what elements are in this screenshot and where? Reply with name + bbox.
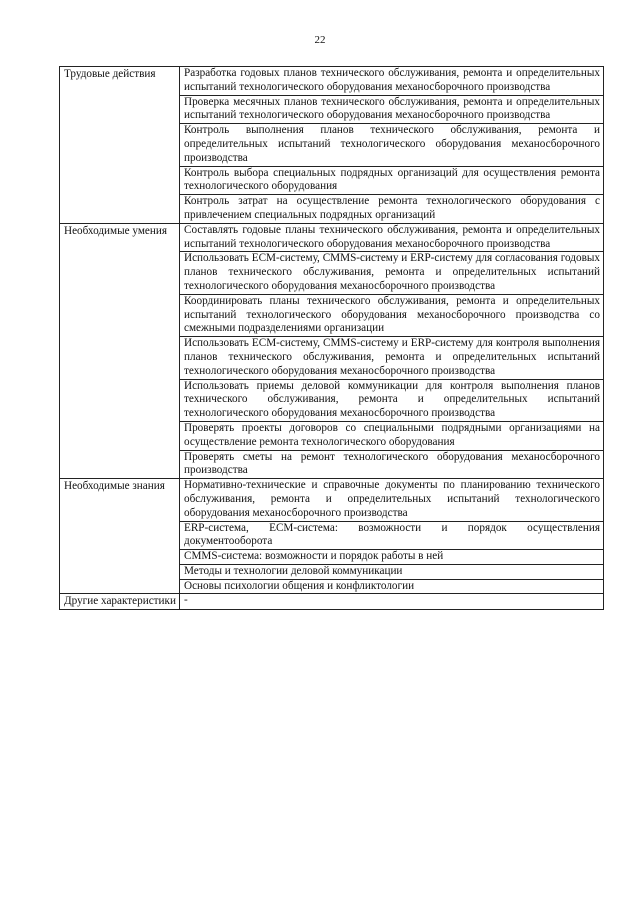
- table-cell: ERP-система, ECM-система: возможности и порядок осуществления документооборота: [180, 521, 604, 550]
- section-label-required-knowledge: Необходимые знания: [60, 479, 180, 594]
- table-row: [60, 223, 604, 252]
- table-cell: Проверять сметы на ремонт технологического оборудования механосборочного производства: [180, 450, 604, 479]
- table-cell: CMMS-система: возможности и порядок работы в ней: [180, 550, 604, 565]
- table-cell: Контроль выбора специальных подрядных организаций для осуществления ремонта технологического оборудования: [180, 166, 604, 195]
- table-cell: -: [180, 594, 604, 610]
- table-cell: Использовать ECM-систему, CMMS-систему и ERP-систему для согласования годовых планов технического обслуживания, ремонта и определительных испытаний технологического оборудования механосборочного производства: [180, 252, 604, 294]
- table-cell: Составлять годовые планы технического обслуживания, ремонта и определительных испытаний технологического оборудования механосборочного производства: [180, 223, 604, 252]
- table-row: [60, 67, 604, 96]
- table-cell: Использовать ECM-систему, CMMS-систему и ERP-систему для контроля выполнения планов технического обслуживания, ремонта и определительных испытаний технологического оборудования механосборочного производства: [180, 337, 604, 379]
- table-cell: Нормативно-технические и справочные документы по планированию технического обслуживания, ремонта и определительных испытаний технологического оборудования механосборочного производства: [180, 479, 604, 521]
- table-cell: Контроль затрат на осуществление ремонта технологического оборудования с привлечением специальных подрядных организаций: [180, 195, 604, 224]
- section-label-other-characteristics: Другие характеристики: [60, 594, 180, 610]
- table-cell: Координировать планы технического обслуживания, ремонта и определительных испытаний технологического оборудования механосборочного производства со смежными подразделениями организации: [180, 294, 604, 336]
- table-cell: Проверять проекты договоров со специальными подрядными организациями на осуществление ремонта технологического оборудования: [180, 421, 604, 450]
- table-cell: Основы психологии общения и конфликтологии: [180, 579, 604, 594]
- table-cell: Проверка месячных планов технического обслуживания, ремонта и определительных испытаний технологического оборудования механосборочного производства: [180, 95, 604, 124]
- characteristics-table: [59, 66, 604, 610]
- section-label-labor-actions: Трудовые действия: [60, 67, 180, 224]
- table-cell: Использовать приемы деловой коммуникации для контроля выполнения планов технического обслуживания, ремонта и определительных испытаний технологического оборудования механосборочного производства: [180, 379, 604, 421]
- table-cell: Методы и технологии деловой коммуникации: [180, 564, 604, 579]
- page-number: 22: [314, 34, 326, 46]
- table-cell: Разработка годовых планов технического обслуживания, ремонта и определительных испытаний технологического оборудования механосборочного производства: [180, 67, 604, 96]
- table-row: [60, 594, 604, 610]
- table-cell: Контроль выполнения планов технического обслуживания, ремонта и определительных испытаний технологического оборудования механосборочного производства: [180, 124, 604, 166]
- table-row: [60, 479, 604, 521]
- section-label-required-skills: Необходимые умения: [60, 223, 180, 478]
